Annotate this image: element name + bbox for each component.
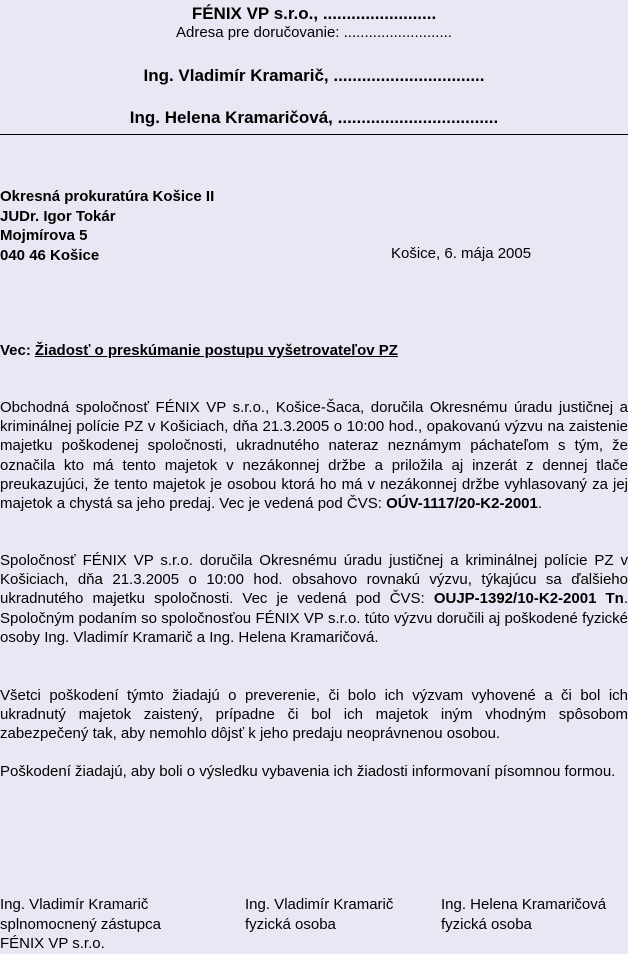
subject-text: Žiadosť o preskúmanie postupu vyšetrovateľov PZ xyxy=(34,342,398,359)
signature-role: splnomocnený zástupca xyxy=(0,915,161,933)
paragraph-1-text: Obchodná spoločnosť FÉNIX VP s.r.o., Košice-Šaca, doručila Okresnému úradu justičnej a kriminálnej polície PZ v Košiciach, dňa 21.3.2005 o 10:00 hod., opakovanú výzvu na zaistenie majetku poškodenej spoločnosti, ukradnutého nateraz neznámym páchateľom s tým, že označila kto má tento majetok v nezákonnej držbe a priložila aj inzerát z dennej tlače preukazujúci, že tento majetok je osobou ktorá ho má v nezákonnej držbe vyhlasovaný za jej majetok a chystá sa jeho predaj. Vec je vedená pod ČVS: xyxy=(0,399,628,513)
signature-role: fyzická osoba xyxy=(441,915,532,933)
paragraph-2 xyxy=(0,551,628,647)
paragraph-3: Všetci poškodení týmto žiadajú o preverenie, či bolo ich výzvam vyhovené a či bol ich ukradnutý majetok zaistený, prípadne či bol ich majetok iným vhodným spôsobom zabezpečený tak, aby nemohlo dôjsť k jeho predaju neoprávnenou osobou. xyxy=(0,687,628,743)
signature-company: FÉNIX VP s.r.o. xyxy=(0,935,105,952)
signature-block-vladimir xyxy=(245,895,393,934)
paragraph-1-end: . xyxy=(537,495,543,513)
signature-role: fyzická osoba xyxy=(245,915,336,933)
signature-name: Ing. Vladimír Kramarič xyxy=(0,896,149,913)
case-number-2: OUJP-1392/10-K2-2001 Tn xyxy=(433,590,624,608)
signature-block-helena xyxy=(441,895,606,934)
delivery-address: Adresa pre doručovanie: .......................... xyxy=(176,24,452,41)
recipient-person: JUDr. Igor Tokár xyxy=(0,207,116,225)
header-divider xyxy=(0,134,628,135)
place-and-date: Košice, 6. mája 2005 xyxy=(391,245,532,262)
paragraph-4: Poškodení žiadajú, aby boli o výsledku vybavenia ich žiadosti informovaní písomnou formou. xyxy=(0,763,616,780)
signature-name: Ing. Vladimír Kramarič xyxy=(245,896,394,913)
paragraph-2-text: Spoločnosť FÉNIX VP s.r.o. doručila Okresnému úradu justičnej a kriminálnej polície PZ v Košiciach, dňa 21.3.2005 o 10:00 hod. obsahovo rovnakú výzvu, týkajúcu sa ďalšieho ukradnutého majetku spoločnosti. Vec je vedená pod ČVS: xyxy=(0,552,628,608)
recipient-city: 040 46 Košice xyxy=(0,246,100,264)
recipient-office: Okresná prokuratúra Košice II xyxy=(0,188,215,205)
sender-name-1: Ing. Vladimír Kramarič, ................................ xyxy=(143,66,485,85)
recipient-street: Mojmírova 5 xyxy=(0,227,88,244)
case-number-1: OÚV-1117/20-K2-2001 xyxy=(386,495,538,513)
paragraph-2-end: . Spoločným podaním so spoločnosťou FÉNIX VP s.r.o. túto výzvu doručili aj poškodené fyzické osoby Ing. Vladimír Kramarič a Ing. Helena Kramaričová. xyxy=(0,590,628,646)
signature-name: Ing. Helena Kramaričová xyxy=(441,896,607,913)
subject-label: Vec: xyxy=(0,342,31,359)
subject-line xyxy=(0,341,398,360)
recipient-address xyxy=(0,187,214,265)
company-name: FÉNIX VP s.r.o., ........................ xyxy=(191,4,437,23)
signature-block-company xyxy=(0,895,161,954)
sender-name-2: Ing. Helena Kramaričová, .................................. xyxy=(129,108,499,127)
letterhead xyxy=(0,0,628,135)
paragraph-1 xyxy=(0,398,628,513)
